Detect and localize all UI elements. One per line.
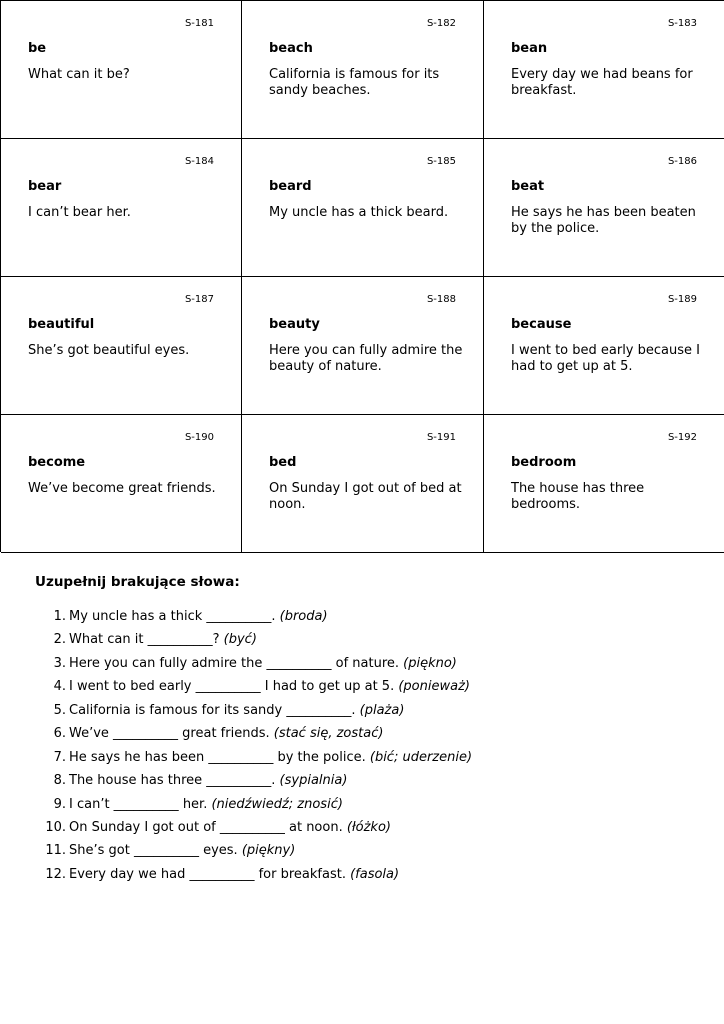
exercise-text: On Sunday I got out of __________ at noon. <box>69 819 347 835</box>
exercise-number: 7. <box>53 749 66 765</box>
exercise-body <box>69 863 399 886</box>
flashcard <box>242 139 484 277</box>
card-sentence: She’s got beautiful eyes. <box>28 343 190 358</box>
exercise-number: 8. <box>53 773 66 789</box>
exercise-item <box>35 746 695 769</box>
exercise-item <box>35 652 695 675</box>
exercise-text: My uncle has a thick __________. <box>69 609 280 624</box>
exercise-item <box>35 699 695 722</box>
card-code: S-186 <box>667 156 697 167</box>
card-word: be <box>28 41 47 56</box>
exercise-hint: (sypialnia) <box>279 773 348 789</box>
exercise-body <box>69 839 295 862</box>
card-code: S-184 <box>184 156 214 167</box>
card-word: beauty <box>269 317 320 332</box>
exercise-hint: (plaża) <box>359 702 405 718</box>
card-sentence: California is famous for its sandy beaches. <box>269 67 440 98</box>
exercise-number: 4. <box>53 679 66 695</box>
exercise-hint: (fasola) <box>350 866 400 882</box>
exercise-hint: (piękno) <box>403 655 457 671</box>
exercise-hint: (niedźwiedź; znosić) <box>211 796 343 812</box>
exercise-hint: (ponieważ) <box>398 679 470 695</box>
exercise-text: Here you can fully admire the __________ of nature. <box>69 655 404 671</box>
card-code: S-183 <box>667 18 697 29</box>
exercise-item <box>35 816 695 839</box>
card-code: S-182 <box>426 18 456 29</box>
exercise-text: The house has three __________. <box>69 773 280 789</box>
flashcard <box>1 415 242 553</box>
card-sentence: What can it be? <box>28 67 130 82</box>
card-word: beat <box>511 179 545 194</box>
exercise-item <box>35 605 695 628</box>
exercise-text: She’s got __________ eyes. <box>69 843 242 859</box>
card-sentence: Here you can fully admire the beauty of nature. <box>269 343 463 374</box>
exercise-item <box>35 722 695 745</box>
exercise-body <box>69 793 343 816</box>
card-sentence: I went to bed early because I had to get up at 5. <box>511 343 700 374</box>
exercise-number: 10. <box>45 819 66 835</box>
card-code: S-189 <box>667 294 697 305</box>
exercise-body <box>69 746 472 769</box>
flashcard <box>484 1 724 139</box>
card-word: bedroom <box>511 455 577 470</box>
card-word: bed <box>269 455 297 470</box>
card-code: S-192 <box>667 432 697 443</box>
exercise-section <box>35 574 695 886</box>
flashcard <box>484 139 724 277</box>
exercise-body <box>69 628 257 651</box>
exercise-title: Uzupełnij brakujące słowa: <box>35 574 240 590</box>
exercise-number: 9. <box>53 796 66 812</box>
flashcard <box>484 415 724 553</box>
flashcard <box>242 415 484 553</box>
flashcard <box>242 277 484 415</box>
exercise-text: I went to bed early __________ I had to get up at 5. <box>69 679 399 695</box>
exercise-hint: (bić; uderzenie) <box>369 749 473 765</box>
exercise-number: 11. <box>45 843 66 859</box>
exercise-hint: (być) <box>223 632 257 648</box>
card-word: bean <box>511 41 548 56</box>
card-sentence: Every day we had beans for breakfast. <box>511 67 693 98</box>
exercise-list <box>35 605 695 886</box>
exercise-text: He says he has been __________ by the police. <box>69 749 370 765</box>
card-word: bear <box>28 179 62 194</box>
exercise-text: California is famous for its sandy __________. <box>69 702 360 718</box>
exercise-hint: (broda) <box>279 609 328 624</box>
exercise-item <box>35 839 695 862</box>
card-code: S-188 <box>426 294 456 305</box>
card-code: S-191 <box>426 432 456 443</box>
card-word: beach <box>269 41 313 56</box>
exercise-number: 12. <box>45 866 66 882</box>
exercise-text: We’ve __________ great friends. <box>69 726 274 742</box>
exercise-body <box>69 675 470 698</box>
card-sentence: The house has three bedrooms. <box>511 481 645 512</box>
exercise-number: 1. <box>53 609 66 624</box>
exercise-text: What can it __________? <box>69 632 224 648</box>
exercise-item <box>35 863 695 886</box>
exercise-hint: (łóżko) <box>346 819 391 835</box>
flashcard <box>1 277 242 415</box>
card-sentence: I can’t bear her. <box>28 205 131 220</box>
card-code: S-190 <box>184 432 214 443</box>
exercise-body <box>69 652 457 675</box>
exercise-hint: (piękny) <box>241 843 296 859</box>
flashcard <box>242 1 484 139</box>
exercise-item <box>35 628 695 651</box>
card-code: S-187 <box>184 294 214 305</box>
exercise-item <box>35 793 695 816</box>
card-word: beard <box>269 179 312 194</box>
exercise-number: 6. <box>53 726 66 742</box>
exercise-body <box>69 699 404 722</box>
flashcard <box>1 1 242 139</box>
card-sentence: He says he has been beaten by the police. <box>511 205 696 236</box>
exercise-body <box>69 769 347 792</box>
card-word: become <box>28 455 86 470</box>
exercise-text: Every day we had __________ for breakfast. <box>69 866 351 882</box>
card-word: beautiful <box>28 317 95 332</box>
exercise-item <box>35 769 695 792</box>
exercise-number: 2. <box>53 632 66 648</box>
card-sentence: My uncle has a thick beard. <box>269 205 449 220</box>
flashcard <box>484 277 724 415</box>
exercise-number: 3. <box>53 655 66 671</box>
card-sentence: We’ve become great friends. <box>28 481 216 496</box>
exercise-body <box>69 605 328 628</box>
flashcard <box>1 139 242 277</box>
exercise-body <box>69 816 391 839</box>
card-sentence: On Sunday I got out of bed at noon. <box>269 481 462 512</box>
exercise-hint: (stać się, zostać) <box>273 726 384 742</box>
exercise-item <box>35 675 695 698</box>
exercise-number: 5. <box>53 702 66 718</box>
exercise-body <box>69 722 383 745</box>
exercise-text: I can’t __________ her. <box>69 796 212 812</box>
card-word: because <box>511 317 572 332</box>
card-code: S-181 <box>184 18 214 29</box>
card-code: S-185 <box>426 156 456 167</box>
